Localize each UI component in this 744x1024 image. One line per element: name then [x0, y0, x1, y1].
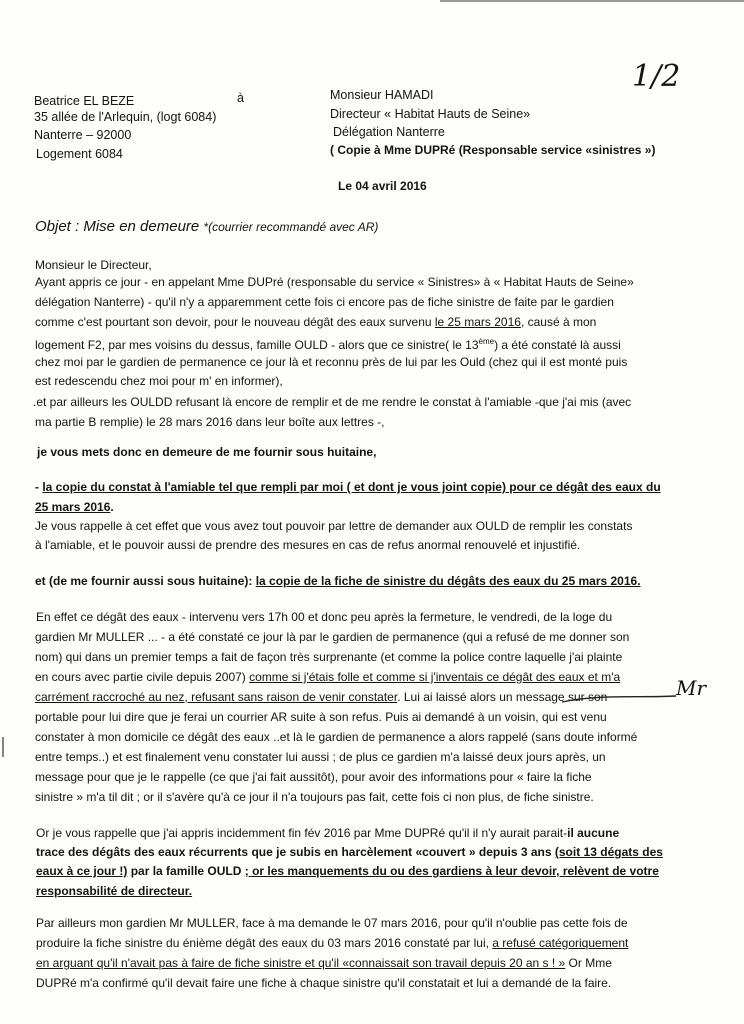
p3-line: entre temps..) et est finalement venu constater lui aussi ; de plus ce gardien m'a laissé deux jours après, un: [35, 750, 606, 764]
p4-line: Or je vous rappelle que j'ai appris incidemment fin fév 2016 par Mme DUPRé qu'il il n'y aurait parait-il aucune: [36, 826, 620, 840]
demand-line: je vous mets donc en demeure de me fournir sous huitaine,: [37, 445, 377, 459]
p4-line: responsabilité de directeur.: [36, 884, 193, 898]
item1-line: 25 mars 2016.: [35, 500, 114, 514]
object-note: *(courrier recommandé avec AR): [203, 220, 379, 234]
p1-line: comme c'est pourtant son devoir, pour le nouveau dégât des eaux survenu le 25 mars 2016, causé à mon: [35, 315, 597, 329]
p5-line: Par ailleurs mon gardien Mr MULLER, face à ma demande le 07 mars 2016, pour qu'il n'oublie pas cette fois de: [36, 916, 628, 930]
p4-line: trace des dégâts des eaux récurrents que je subis en harcèlement «couvert » depuis 3 ans (soit 13 dégats des: [36, 845, 663, 859]
sender-address: 35 allée de l'Arlequin, (logt 6084): [34, 110, 217, 124]
p5-line: produire la fiche sinistre du énième dégât des eaux du 03 mars 2016 constaté par lui, a refusé catégoriquement: [36, 936, 629, 950]
p5-line: en arguant qu'il n'avait pas à faire de fiche sinistre et qu'il «connaissait son travail depuis 20 an s ! » Or Mme: [36, 956, 612, 970]
sender-housing: Logement 6084: [36, 147, 123, 161]
p1-line: chez moi par le gardien de permanence ce jour là et reconnu près de lui par les Ould (chez qui il est monté puis: [35, 355, 628, 369]
p3-line: gardien Mr MULLER ... - a été constaté ce jour là par le gardien de permanence (qui a refusé de me donner son: [35, 630, 630, 644]
sender-city: Nanterre – 92000: [34, 128, 132, 142]
greeting: Monsieur le Directeur,: [35, 258, 152, 272]
item2-line: et (de me fournir aussi sous huitaine): la copie de la fiche de sinistre du dégâts des eaux du 25 mars 2016.: [35, 574, 641, 588]
item1-line: - la copie du constat à l'amiable tel que rempli par moi ( et dont je vous joint copie) pour ce dégât des eaux du: [35, 480, 661, 494]
margin-mark: [0, 736, 6, 758]
handwritten-stroke: [560, 690, 680, 706]
p2-line: Je vous rappelle à cet effet que vous avez tout pouvoir par lettre de demander aux OULD de remplir les constats: [35, 519, 633, 533]
p1-line: ma partie B remplie) le 28 mars 2016 dans leur boîte aux lettres -,: [35, 415, 385, 429]
p3-line: carrément raccroché au nez, refusant sans raison de venir constater. Lui ai laissé alors un message sur son: [35, 690, 608, 704]
to-word: à: [237, 91, 244, 105]
p3-line: nom) qui dans un premier temps a fait de façon très surprenante (et comme la police contre laquelle j'ai plainte: [35, 650, 623, 664]
p1-line: .et par ailleurs les OULDD refusant là encore de remplir et de me rendre le constat à l'amiable -que j'ai mis (avec: [33, 395, 632, 409]
p3-line: message pour que je le rappelle (ce que j'ai fait aussitôt), pour avoir des informations pour « faire la fiche: [35, 770, 592, 784]
p2-line: à l'amiable, et le pouvoir aussi de prendre des mesures en cas de refus anormal renouvelé et injustifié.: [35, 538, 581, 552]
p3-line: en cours avec partie civile depuis 2007) comme si j'étais folle et comme si j'inventais ce dégât des eaux et m'a: [35, 670, 621, 684]
object-label: Objet : Mise en demeure: [35, 218, 200, 235]
recipient-name: Monsieur HAMADI: [330, 88, 434, 102]
p4-line: eaux à ce jour !) par la famille OULD ; or les manquements du ou des gardiens à leur devoir, relèvent de votre: [36, 864, 659, 878]
scan-edge-line: [440, 0, 744, 2]
p3-line: En effet ce dégât des eaux - intervenu vers 17h 00 et donc peu après la fermeture, le vendredi, de la loge du: [36, 610, 613, 624]
page-number-handwritten: 1/2: [632, 59, 681, 94]
recipient-delegation: Délégation Nanterre: [333, 125, 445, 139]
recipient-copy: ( Copie à Mme DUPRé (Responsable service «sinistres »): [330, 143, 656, 157]
recipient-title: Directeur « Habitat Hauts de Seine»: [330, 107, 531, 121]
sender-name: Beatrice EL BEZE: [34, 94, 135, 108]
p3-line: constater à mon domicile ce dégât des eaux ..et là le gardien de permanence a alors rappelé (sans doute informé: [35, 730, 638, 744]
p1-line: Ayant appris ce jour - en appelant Mme DUPré (responsable du service « Sinistres» à « Habitat Hauts de Seine»: [35, 275, 634, 289]
p3-line: sinistre » m'a til dit ; or il s'avère qu'à ce jour il n'a toujours pas fait, cette fois ci non plus, de fiche sinistre.: [35, 790, 594, 804]
margin-note-handwritten: Mr: [676, 676, 707, 700]
p3-line: portable pour lui dire que je ferai un courrier AR suite à son refus. Puis ai demandé à un voisin, qui est venu: [35, 710, 607, 724]
object-line: [35, 217, 378, 237]
p5-line: DUPRé m'a confirmé qu'il devait faire une fiche à chaque sinistre qu'il constatait et lui a demandé de la faire.: [36, 976, 612, 990]
p1-line: délégation Nanterre) - qu'il n'y a apparemment cette fois ci encore pas de fiche sinistre de faite par le gardien: [35, 295, 614, 309]
letter-date: Le 04 avril 2016: [338, 179, 427, 193]
p1-line: logement F2, par mes voisins du dessus, famille OULD - alors que ce sinistre( le 13ème) a été constaté là aussi: [35, 337, 621, 352]
p1-line: est redescendu chez moi pour m' en informer),: [35, 374, 283, 388]
